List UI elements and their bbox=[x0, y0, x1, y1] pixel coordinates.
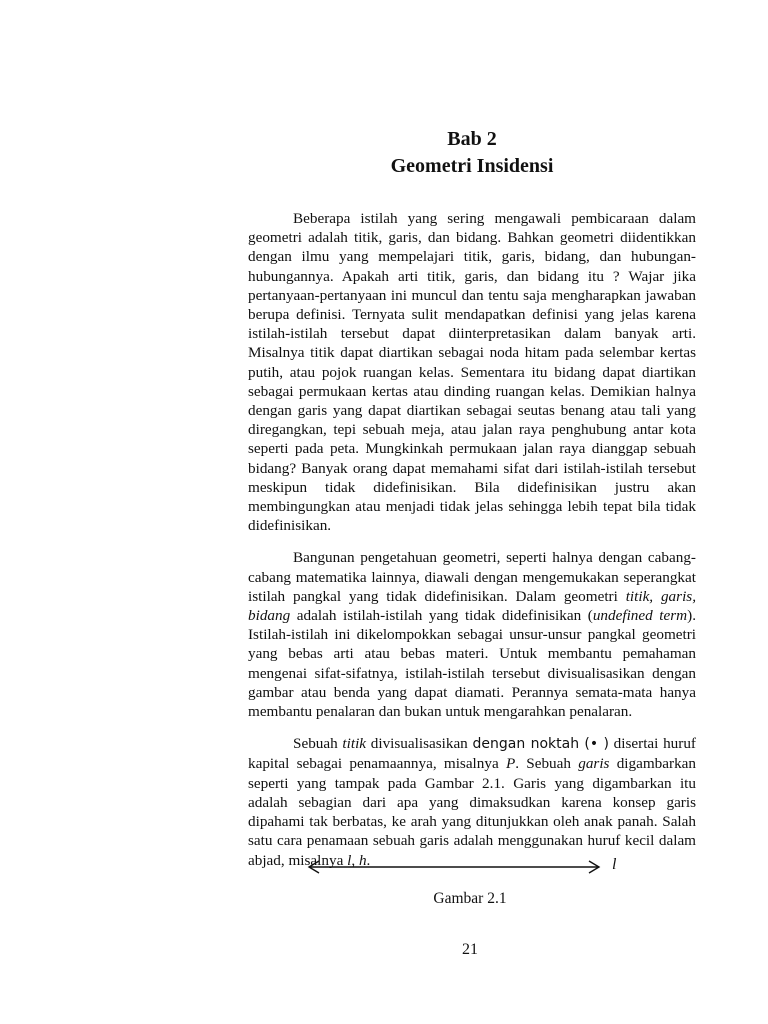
page-number: 21 bbox=[462, 941, 478, 958]
p3-text-c: disertai huruf kapital sebagai penamaannya, misalnya bbox=[248, 735, 696, 773]
chapter-heading bbox=[248, 126, 696, 180]
paragraph-3 bbox=[248, 734, 696, 869]
p3-P: P bbox=[505, 755, 516, 773]
p3-titik: titik bbox=[342, 735, 367, 753]
body-text bbox=[248, 209, 696, 883]
figure-caption: Gambar 2.1 bbox=[433, 890, 507, 907]
p3-text-d: . Sebuah bbox=[515, 755, 579, 773]
p2-text-a: Bangunan pengetahuan geometri, seperti halnya dengan cabang-cabang matematika lainnya, diawali dengan mengemukakan seperangkat istilah pangkal yang tidak didefinisikan. Dalam geometri bbox=[248, 549, 696, 605]
p3-dot-note: dengan noktah (• ) bbox=[472, 736, 609, 753]
p3-text-g: . bbox=[366, 851, 371, 869]
p3-text-b: divisualisasikan bbox=[366, 735, 473, 753]
p2-text-c: ). Istilah-istilah ini dikelompokkan sebagai unsur-unsur pangkal geometri yang bebas arti atau bebas materi. Untuk membantu pemahaman mengenai sifat-sifatnya, istilah-istilah tersebut divisualisasikan dengan gambar atau benda yang dapat diamati. Perannya semata-mata hanya membantu penalaran dan bukan untuk mengarahkan penalaran. bbox=[248, 607, 696, 721]
p2-terms: titik, garis, bidang bbox=[248, 587, 696, 625]
p2-text-b: adalah istilah-istilah yang tidak didefinisikan ( bbox=[290, 607, 593, 625]
double-arrow-line bbox=[306, 857, 602, 877]
p3-h: h bbox=[358, 851, 367, 869]
p3-text-f: , bbox=[351, 851, 359, 869]
p2-undefined-term: undefined term bbox=[592, 607, 688, 625]
p3-text-a: Sebuah bbox=[293, 735, 343, 753]
p3-garis: garis bbox=[578, 755, 610, 773]
p3-l: l bbox=[347, 851, 352, 869]
paragraph-1: Beberapa istilah yang sering mengawali pembicaraan dalam geometri adalah titik, garis, dan bidang. Bahkan geometri diidentikkan dengan ilmu yang mempelajari titik, garis, bidang, dan hubungan-hubungannya. Apakah arti titik, garis, dan bidang itu ? Wajar jika pertanyaan-pertanyaan ini muncul dan tentu saja mengharapkan jawaban berupa definisi. Ternyata sulit mendapatkan definisi yang jelas karena istilah-istilah tersebut dapat diinterpretasikan dalam banyak arti. Misalnya titik dapat diartikan sebagai noda hitam pada selembar kertas putih, atau pojok ruangan kelas. Sementara itu bidang dapat diartikan sebagai permukaan kertas atau dinding ruangan kelas. Demikian halnya dengan garis yang dapat diartikan sebagai seutas benang atau tali yang diregangkan, tepi sebuah meja, atau jalan raya penghubung antar kota seperti pada peta. Mungkinkah permukaan jalan raya dianggap sebuah bidang? Banyak orang dapat memahami sifat dari istilah-istilah tersebut meskipun tidak didefinisikan. Bila didefinisikan justru akan membingungkan atau menjadi tidak jelas sehingga lebih tepat bila tidak didefinisikan. bbox=[248, 210, 696, 535]
chapter-number: Bab 2 bbox=[447, 128, 497, 150]
p3-text-e: digambarkan seperti yang tampak pada Gambar 2.1. Garis yang digambarkan itu adalah sebagian dari apa yang dimaksudkan karena konsep garis dipahami tak berbatas, ke arah yang ditunjukkan oleh anak panah. Salah satu cara penamaan sebuah garis adalah menggunakan huruf kecil dalam abjad, misalnya bbox=[248, 755, 696, 869]
chapter-title: Geometri Insidensi bbox=[390, 155, 554, 177]
line-label: l bbox=[612, 856, 617, 873]
paragraph-2 bbox=[248, 548, 696, 721]
